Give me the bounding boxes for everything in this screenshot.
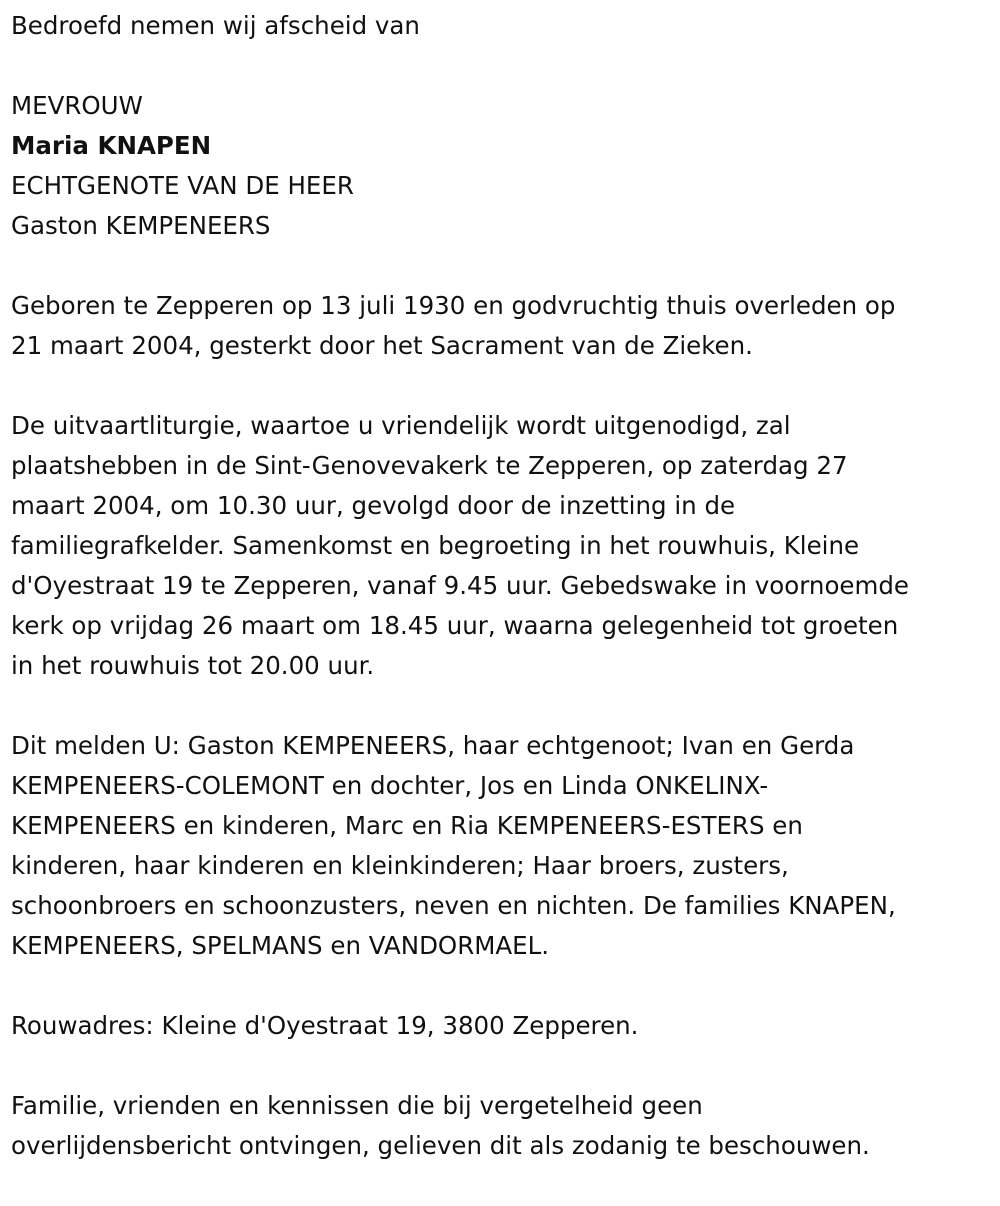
paragraph-line: overlijdensbericht ontvingen, gelieven dit als zodanig te beschouwen. xyxy=(11,1131,870,1160)
obituary-notice xyxy=(11,6,986,1166)
paragraph-line: KEMPENEERS, SPELMANS en VANDORMAEL. xyxy=(11,931,550,960)
spacer xyxy=(11,966,986,1006)
birth-paragraph xyxy=(11,286,986,366)
paragraph-line: in het rouwhuis tot 20.00 uur. xyxy=(11,651,375,680)
paragraph-line: De uitvaartliturgie, waartoe u vriendelijk wordt uitgenodigd, zal xyxy=(11,411,791,440)
paragraph-line: 21 maart 2004, gesterkt door het Sacrament van de Zieken. xyxy=(11,331,753,360)
paragraph-line: Dit melden U: Gaston KEMPENEERS, haar echtgenoot; Ivan en Gerda xyxy=(11,731,855,760)
spacer xyxy=(11,366,986,406)
mourning-address: Rouwadres: Kleine d'Oyestraat 19, 3800 Zepperen. xyxy=(11,1011,639,1040)
intro-line: Bedroefd nemen wij afscheid van xyxy=(11,11,420,40)
deceased-name: Maria KNAPEN xyxy=(11,131,212,160)
spacer xyxy=(11,686,986,726)
paragraph-line: Familie, vrienden en kennissen die bij vergetelheid geen xyxy=(11,1091,703,1120)
funeral-paragraph xyxy=(11,406,986,686)
spacer xyxy=(11,1046,986,1086)
relation-line: ECHTGENOTE VAN DE HEER xyxy=(11,171,354,200)
paragraph-line: kerk op vrijdag 26 maart om 18.45 uur, waarna gelegenheid tot groeten xyxy=(11,611,899,640)
paragraph-line: schoonbroers en schoonzusters, neven en nichten. De families KNAPEN, xyxy=(11,891,896,920)
paragraph-line: maart 2004, om 10.30 uur, gevolgd door de inzetting in de xyxy=(11,491,736,520)
spacer xyxy=(11,46,986,86)
paragraph-line: KEMPENEERS en kinderen, Marc en Ria KEMPENEERS-ESTERS en xyxy=(11,811,803,840)
paragraph-line: familiegrafkelder. Samenkomst en begroeting in het rouwhuis, Kleine xyxy=(11,531,860,560)
paragraph-line: d'Oyestraat 19 te Zepperen, vanaf 9.45 uur. Gebedswake in voornoemde xyxy=(11,571,909,600)
paragraph-line: KEMPENEERS-COLEMONT en dochter, Jos en Linda ONKELINX- xyxy=(11,771,769,800)
spouse-name: Gaston KEMPENEERS xyxy=(11,211,271,240)
honorific: MEVROUW xyxy=(11,91,143,120)
closing-paragraph xyxy=(11,1086,986,1166)
spacer xyxy=(11,246,986,286)
family-paragraph xyxy=(11,726,986,966)
paragraph-line: kinderen, haar kinderen en kleinkinderen; Haar broers, zusters, xyxy=(11,851,789,880)
paragraph-line: plaatshebben in de Sint-Genovevakerk te Zepperen, op zaterdag 27 xyxy=(11,451,848,480)
paragraph-line: Geboren te Zepperen op 13 juli 1930 en godvruchtig thuis overleden op xyxy=(11,291,896,320)
